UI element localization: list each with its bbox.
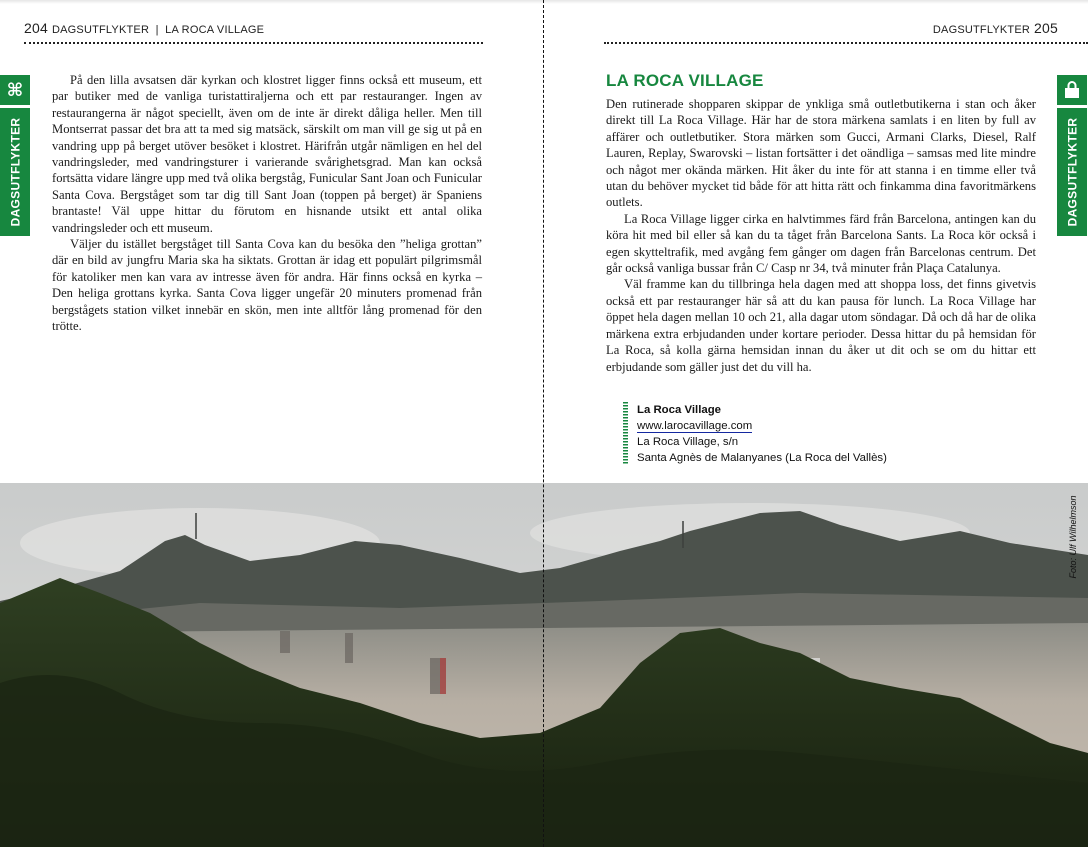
- website-link[interactable]: www.larocavillage.com: [637, 420, 753, 432]
- info-box-marker: [623, 402, 628, 464]
- photo-credit: Foto: Ulf Wilhelmson: [1068, 495, 1078, 579]
- dotted-rule-left: [24, 42, 483, 44]
- section-tab-label-right[interactable]: [1057, 108, 1087, 236]
- paragraph: La Roca Village ligger cirka en halvtimmes färd från Barcelona, antingen kan du köra hit med bil eller så kan du ta tåget från Barcelona Sants. La Roca kör också i egen skytteltrafik, med avgång fem gånger om dagen från Barcelonas centrum. Det går också vanliga bussar från C/ Casp nr 34, två minuter från Plaça Catalunya.: [606, 211, 1036, 276]
- paragraph: Väljer du istället bergståget till Santa Cova kan du besöka den ”heliga grottan” där en bild av jungfru Maria ska ha siktats. Grottan är idag ett populärt pilgrimsmål för katoliker men kan vara av intresse även för andra. Här finns också en kyrka – Den heliga grottans kyrka. Santa Cova ligger ungefär 20 minuters promenad från bergstågets station vilket innebär en skön, men inte alltför lång promenad för den trötte.: [52, 237, 482, 334]
- shopping-bag-icon: [1057, 75, 1087, 105]
- paragraph: På den lilla avsatsen där kyrkan och klostret ligger finns också ett museum, ett par butiker med de vanliga turistattiraljerna och ett par restauranger. Ingen av restaurangerna är något speciellt, även om de inte är direkt dåliga heller. Men till Montserrat passar det bra att ta med sig matsäck, särskilt om man vill ge sig ut på en vandring upp på berget utöver besöket i klostret. Härifrån utgår nämligen en hel del vandringsleder, med vandringsturer i varierande svårighetsgrad. Man kan också fortsätta vidare längre upp med två olika bergståg, Funicular Sant Joan och Funicular Santa Cova. Bergståget som tar dig till Sant Joan (toppen på berget) är Spaniens brantaste! Väl uppe hittar du förutom en hisnande utsikt ett antal olika vandringsleder och ett museum.: [52, 73, 482, 235]
- section-tab-label-left[interactable]: [0, 108, 30, 236]
- running-head-right-text: DAGSUTFLYKTER: [932, 24, 1031, 36]
- page-number-right: 205: [1034, 20, 1058, 36]
- book-spine-divider: [543, 0, 544, 847]
- section-tab-text-right: DAGSUTFLYKTER: [1065, 117, 1080, 227]
- info-name: La Roca Village: [637, 404, 721, 416]
- running-head-right: [933, 20, 1058, 36]
- section-tab-icon-left[interactable]: [0, 75, 30, 105]
- running-head-left-text: DAGSUTFLYKTER | LA ROCA VILLAGE: [51, 24, 265, 36]
- info-address: La Roca Village, s/n: [637, 436, 739, 448]
- page-top-shade: [0, 0, 1088, 4]
- page-number-left: 204: [24, 20, 48, 36]
- info-locality: Santa Agnès de Malanyanes (La Roca del Vallès): [637, 452, 887, 464]
- barcelona-panorama-photo: [0, 483, 1088, 847]
- running-head-left: [24, 20, 264, 36]
- info-box: [623, 402, 887, 466]
- section-heading: LA ROCA VILLAGE: [606, 71, 764, 90]
- paragraph: Väl framme kan du tillbringa hela dagen med att shoppa loss, det finns givetvis också ett par restauranger här så att du kan pausa för lunch. La Roca Village har öppet hela dagen mellan 10 och 21, alla dagar utom söndagar. Då och då har de olika märkena extra erbjudanden under kortare perioder. Dessa hittar du på hemsidan för La Roca, så kolla gärna hemsidan innan du åker ut dit och se om du hittar ett erbjudande som gäller just det du vill ha.: [606, 277, 1036, 374]
- body-text-left: [52, 72, 482, 335]
- paragraph: Den rutinerade shopparen skippar de ynkliga små outletbutikerna i stan och åker direkt till La Roca Village. Här har de stora märkena samlats i en liten by full av affärer och outletbutiker. Stora märken som Gucci, Armani Clarks, Diesel, Ralf Lauren, Replay, Swarovski – listan fortsätter i det oändliga – samsas med lite mindre och något mer okända märken. Hit åker du inte för att stanna i en timme eller två utan du behöver mycket tid både för att hitta rätt och finkamma dina favoritmärkens outlets.: [606, 97, 1036, 210]
- command-icon: ⌘: [6, 79, 24, 101]
- section-tab-text-left: DAGSUTFLYKTER: [8, 117, 23, 227]
- section-tab-icon-right[interactable]: [1057, 75, 1087, 105]
- dotted-rule-right: [604, 42, 1088, 44]
- body-text-right: [606, 96, 1036, 375]
